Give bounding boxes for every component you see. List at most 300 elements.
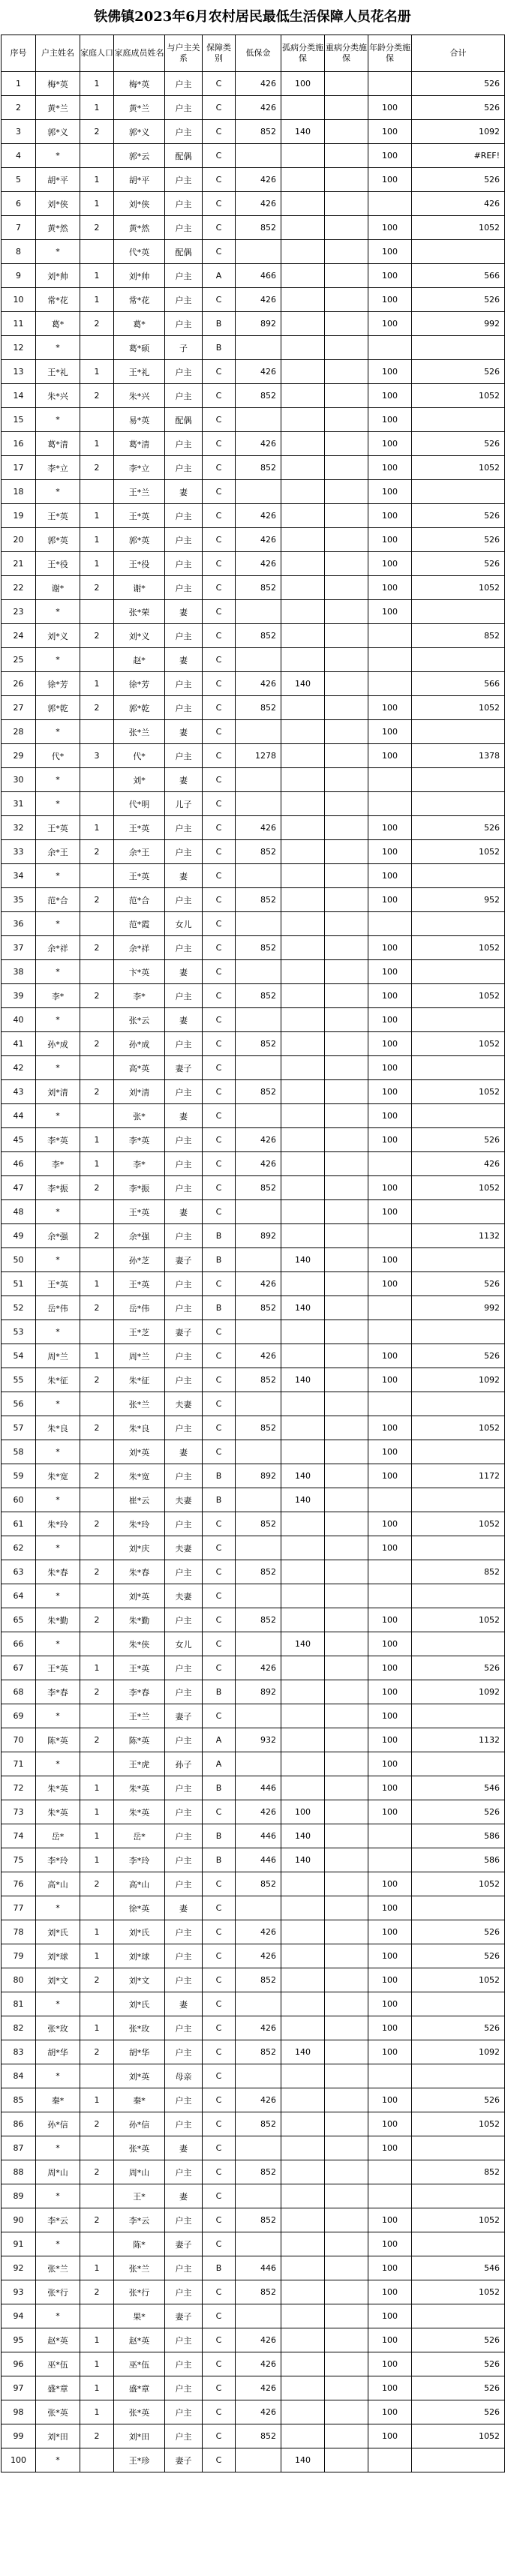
household-size-cell: 1 — [80, 1800, 114, 1824]
total-cell: 952 — [412, 888, 505, 912]
category-cell: C — [203, 1440, 236, 1464]
relation-cell: 妻 — [165, 720, 203, 744]
member-name-cell: 葛*硕 — [114, 336, 165, 360]
serious-illness-aid-cell — [325, 1152, 368, 1176]
age-aid-cell — [368, 1392, 412, 1416]
serious-illness-aid-cell — [325, 2400, 368, 2424]
household-size-cell: 1 — [80, 2400, 114, 2424]
index-cell: 20 — [2, 528, 36, 552]
member-name-cell: 余*强 — [114, 1224, 165, 1248]
member-name-cell: 易*英 — [114, 408, 165, 432]
serious-illness-aid-cell — [325, 2088, 368, 2112]
household-size-cell — [80, 2184, 114, 2208]
table-row — [2, 1728, 505, 1752]
serious-illness-aid-cell — [325, 2208, 368, 2232]
relation-cell: 妻 — [165, 648, 203, 672]
category-cell: C — [203, 2232, 236, 2256]
total-cell — [412, 912, 505, 936]
serious-illness-aid-cell — [325, 2160, 368, 2184]
index-cell: 57 — [2, 1416, 36, 1440]
total-cell — [412, 2136, 505, 2160]
allowance-cell: 426 — [236, 504, 281, 528]
orphan-sick-aid-cell — [281, 2232, 325, 2256]
household-size-cell: 1 — [80, 96, 114, 120]
age-aid-cell: 100 — [368, 1872, 412, 1896]
category-cell: B — [203, 1224, 236, 1248]
serious-illness-aid-cell — [325, 2328, 368, 2352]
header-member-name: 家庭成员姓名 — [114, 35, 165, 72]
household-head-cell: 张*玫 — [36, 2016, 80, 2040]
total-cell: 526 — [412, 504, 505, 528]
index-cell: 74 — [2, 1824, 36, 1848]
allowance-cell — [236, 144, 281, 168]
household-size-cell: 2 — [80, 1224, 114, 1248]
orphan-sick-aid-cell — [281, 1512, 325, 1536]
category-cell: C — [203, 96, 236, 120]
allowance-cell — [236, 1248, 281, 1272]
allowance-cell: 426 — [236, 552, 281, 576]
index-cell: 94 — [2, 2304, 36, 2328]
age-aid-cell: 100 — [368, 1368, 412, 1392]
allowance-cell: 852 — [236, 120, 281, 144]
orphan-sick-aid-cell — [281, 144, 325, 168]
allowance-cell: 426 — [236, 96, 281, 120]
header-total: 合计 — [412, 35, 505, 72]
total-cell: 1052 — [412, 2280, 505, 2304]
total-cell: 526 — [412, 2088, 505, 2112]
member-name-cell: 刘*清 — [114, 1080, 165, 1104]
allowance-cell: 852 — [236, 1032, 281, 1056]
category-cell: C — [203, 1272, 236, 1296]
relation-cell: 妻 — [165, 1200, 203, 1224]
household-size-cell — [80, 1992, 114, 2016]
relation-cell: 户主 — [165, 2424, 203, 2448]
household-size-cell: 2 — [80, 1968, 114, 1992]
category-cell: C — [203, 768, 236, 792]
table-row — [2, 432, 505, 456]
total-cell: 1092 — [412, 1368, 505, 1392]
table-row — [2, 456, 505, 480]
member-name-cell: 岳*伟 — [114, 1296, 165, 1320]
household-head-cell: * — [36, 240, 80, 264]
household-head-cell: 岳*伟 — [36, 1296, 80, 1320]
category-cell: C — [203, 1176, 236, 1200]
household-size-cell: 2 — [80, 888, 114, 912]
serious-illness-aid-cell — [325, 480, 368, 504]
table-row — [2, 144, 505, 168]
allowance-cell — [236, 792, 281, 816]
relation-cell: 户主 — [165, 2352, 203, 2376]
allowance-cell: 852 — [236, 1368, 281, 1392]
index-cell: 41 — [2, 1032, 36, 1056]
total-cell: 1052 — [412, 1968, 505, 1992]
orphan-sick-aid-cell — [281, 2184, 325, 2208]
table-row — [2, 1176, 505, 1200]
orphan-sick-aid-cell — [281, 1320, 325, 1344]
household-head-cell: 黄*兰 — [36, 96, 80, 120]
household-size-cell: 1 — [80, 2328, 114, 2352]
category-cell: B — [203, 336, 236, 360]
member-name-cell: 卞*英 — [114, 960, 165, 984]
allowance-cell: 426 — [236, 1272, 281, 1296]
relation-cell: 户主 — [165, 2088, 203, 2112]
household-size-cell — [80, 1008, 114, 1032]
age-aid-cell: 100 — [368, 864, 412, 888]
table-row — [2, 2280, 505, 2304]
serious-illness-aid-cell — [325, 984, 368, 1008]
age-aid-cell: 100 — [368, 432, 412, 456]
category-cell: B — [203, 2256, 236, 2280]
member-name-cell: 代*明 — [114, 792, 165, 816]
age-aid-cell: 100 — [368, 384, 412, 408]
member-name-cell: 王*兰 — [114, 1704, 165, 1728]
table-row — [2, 552, 505, 576]
serious-illness-aid-cell — [325, 1896, 368, 1920]
index-cell: 46 — [2, 1152, 36, 1176]
household-size-cell: 1 — [80, 504, 114, 528]
total-cell — [412, 2184, 505, 2208]
category-cell: C — [203, 2088, 236, 2112]
relation-cell: 户主 — [165, 360, 203, 384]
total-cell: 526 — [412, 552, 505, 576]
allowance-cell: 892 — [236, 1224, 281, 1248]
member-name-cell: 朱*良 — [114, 1416, 165, 1440]
total-cell — [412, 1056, 505, 1080]
household-size-cell — [80, 1320, 114, 1344]
relation-cell: 妻子 — [165, 2232, 203, 2256]
household-head-cell: * — [36, 144, 80, 168]
category-cell: C — [203, 456, 236, 480]
age-aid-cell — [368, 1560, 412, 1584]
index-cell: 79 — [2, 1944, 36, 1968]
member-name-cell: 张*荣 — [114, 600, 165, 624]
category-cell: C — [203, 1992, 236, 2016]
member-name-cell: 张*英 — [114, 2400, 165, 2424]
serious-illness-aid-cell — [325, 144, 368, 168]
total-cell: 526 — [412, 1128, 505, 1152]
total-cell: 566 — [412, 264, 505, 288]
household-head-cell: 李* — [36, 984, 80, 1008]
allowance-cell — [236, 480, 281, 504]
category-cell: C — [203, 2424, 236, 2448]
relation-cell: 户主 — [165, 1032, 203, 1056]
total-cell — [412, 408, 505, 432]
member-name-cell: 李* — [114, 984, 165, 1008]
category-cell: C — [203, 648, 236, 672]
index-cell: 40 — [2, 1008, 36, 1032]
table-row — [2, 1008, 505, 1032]
household-head-cell: 梅*英 — [36, 72, 80, 96]
header-household-size: 家庭人口 — [80, 35, 114, 72]
household-size-cell — [80, 2232, 114, 2256]
total-cell: 526 — [412, 288, 505, 312]
category-cell: B — [203, 1824, 236, 1848]
total-cell: 1052 — [412, 2112, 505, 2136]
age-aid-cell — [368, 336, 412, 360]
total-cell: 1172 — [412, 1464, 505, 1488]
household-head-cell: 周*兰 — [36, 1344, 80, 1368]
household-head-cell: 郭*英 — [36, 528, 80, 552]
total-cell: 1052 — [412, 1032, 505, 1056]
relation-cell: 户主 — [165, 2400, 203, 2424]
index-cell: 75 — [2, 1848, 36, 1872]
serious-illness-aid-cell — [325, 1656, 368, 1680]
household-size-cell: 2 — [80, 1032, 114, 1056]
orphan-sick-aid-cell — [281, 312, 325, 336]
member-name-cell: 刘*氏 — [114, 1920, 165, 1944]
table-row — [2, 2352, 505, 2376]
serious-illness-aid-cell — [325, 720, 368, 744]
household-head-cell: 朱*玲 — [36, 1512, 80, 1536]
category-cell: C — [203, 1560, 236, 1584]
household-size-cell: 1 — [80, 72, 114, 96]
index-cell: 83 — [2, 2040, 36, 2064]
allowance-cell — [236, 1392, 281, 1416]
age-aid-cell: 100 — [368, 480, 412, 504]
household-head-cell: 朱*宽 — [36, 1464, 80, 1488]
serious-illness-aid-cell — [325, 1824, 368, 1848]
total-cell — [412, 1440, 505, 1464]
serious-illness-aid-cell — [325, 1488, 368, 1512]
allowance-cell — [236, 960, 281, 984]
serious-illness-aid-cell — [325, 672, 368, 696]
table-row — [2, 120, 505, 144]
header-age-aid: 年龄分类施保 — [368, 35, 412, 72]
relation-cell: 户主 — [165, 1944, 203, 1968]
household-head-cell: 常*花 — [36, 288, 80, 312]
category-cell: C — [203, 720, 236, 744]
table-row — [2, 768, 505, 792]
household-head-cell: * — [36, 648, 80, 672]
table-row — [2, 96, 505, 120]
table-row — [2, 1776, 505, 1800]
household-size-cell: 2 — [80, 456, 114, 480]
relation-cell: 户主 — [165, 2160, 203, 2184]
household-head-cell: 余*祥 — [36, 936, 80, 960]
total-cell: 1052 — [412, 216, 505, 240]
page-title: 铁佛镇2023年6月农村居民最低生活保障人员花名册 — [94, 9, 411, 25]
category-cell: C — [203, 2352, 236, 2376]
orphan-sick-aid-cell — [281, 1272, 325, 1296]
table-row — [2, 2112, 505, 2136]
serious-illness-aid-cell — [325, 1560, 368, 1584]
allowance-cell: 852 — [236, 2040, 281, 2064]
household-size-cell: 1 — [80, 672, 114, 696]
allowance-cell: 852 — [236, 1416, 281, 1440]
orphan-sick-aid-cell: 140 — [281, 1464, 325, 1488]
allowance-cell — [236, 864, 281, 888]
total-cell: 1052 — [412, 384, 505, 408]
orphan-sick-aid-cell — [281, 1200, 325, 1224]
age-aid-cell: 100 — [368, 1944, 412, 1968]
table-row — [2, 2448, 505, 2472]
allowance-cell — [236, 2064, 281, 2088]
member-name-cell: 徐*芳 — [114, 672, 165, 696]
header-allowance: 低保金 — [236, 35, 281, 72]
household-head-cell: * — [36, 1584, 80, 1608]
header-relation: 与户主关系 — [165, 35, 203, 72]
category-cell: C — [203, 2448, 236, 2472]
age-aid-cell: 100 — [368, 1608, 412, 1632]
total-cell: #REF! — [412, 144, 505, 168]
category-cell: C — [203, 384, 236, 408]
serious-illness-aid-cell — [325, 1344, 368, 1368]
category-cell: C — [203, 240, 236, 264]
orphan-sick-aid-cell — [281, 1392, 325, 1416]
category-cell: C — [203, 576, 236, 600]
table-row — [2, 600, 505, 624]
index-cell: 88 — [2, 2160, 36, 2184]
age-aid-cell: 100 — [368, 1272, 412, 1296]
member-name-cell: 范*霞 — [114, 912, 165, 936]
household-size-cell: 1 — [80, 1656, 114, 1680]
index-cell: 65 — [2, 1608, 36, 1632]
member-name-cell: 王*英 — [114, 1200, 165, 1224]
member-name-cell: 张*英 — [114, 2136, 165, 2160]
total-cell — [412, 1992, 505, 2016]
index-cell: 32 — [2, 816, 36, 840]
total-cell: 526 — [412, 72, 505, 96]
table-row — [2, 864, 505, 888]
index-cell: 61 — [2, 1512, 36, 1536]
orphan-sick-aid-cell — [281, 2424, 325, 2448]
household-size-cell: 1 — [80, 1152, 114, 1176]
allowance-cell: 426 — [236, 72, 281, 96]
household-head-cell: * — [36, 1632, 80, 1656]
household-head-cell: 秦* — [36, 2088, 80, 2112]
allowance-cell — [236, 720, 281, 744]
table-row — [2, 1824, 505, 1848]
serious-illness-aid-cell — [325, 240, 368, 264]
household-size-cell — [80, 1248, 114, 1272]
household-size-cell: 2 — [80, 1560, 114, 1584]
allowance-cell: 426 — [236, 2016, 281, 2040]
category-cell: A — [203, 1728, 236, 1752]
allowance-cell: 426 — [236, 1344, 281, 1368]
allowance-cell: 426 — [236, 192, 281, 216]
age-aid-cell: 100 — [368, 2232, 412, 2256]
household-size-cell: 1 — [80, 168, 114, 192]
household-size-cell: 2 — [80, 1728, 114, 1752]
household-head-cell: 王*礼 — [36, 360, 80, 384]
category-cell: C — [203, 1656, 236, 1680]
orphan-sick-aid-cell — [281, 1104, 325, 1128]
category-cell: C — [203, 168, 236, 192]
household-head-cell: * — [36, 1104, 80, 1128]
household-size-cell: 2 — [80, 2112, 114, 2136]
household-size-cell: 2 — [80, 1680, 114, 1704]
orphan-sick-aid-cell — [281, 600, 325, 624]
total-cell — [412, 1752, 505, 1776]
category-cell: B — [203, 1680, 236, 1704]
category-cell: C — [203, 792, 236, 816]
member-name-cell: 赵* — [114, 648, 165, 672]
orphan-sick-aid-cell — [281, 696, 325, 720]
table-row — [2, 528, 505, 552]
member-name-cell: 李*春 — [114, 1680, 165, 1704]
household-size-cell: 2 — [80, 2424, 114, 2448]
table-row — [2, 1032, 505, 1056]
allowance-cell: 852 — [236, 456, 281, 480]
member-name-cell: 王*英 — [114, 864, 165, 888]
table-row — [2, 360, 505, 384]
serious-illness-aid-cell — [325, 1992, 368, 2016]
category-cell: C — [203, 672, 236, 696]
total-cell — [412, 768, 505, 792]
relation-cell: 妻 — [165, 960, 203, 984]
household-size-cell — [80, 960, 114, 984]
serious-illness-aid-cell — [325, 1392, 368, 1416]
allowance-cell: 852 — [236, 576, 281, 600]
index-cell: 82 — [2, 2016, 36, 2040]
total-cell: 1052 — [412, 576, 505, 600]
age-aid-cell: 100 — [368, 2088, 412, 2112]
member-name-cell: 李*振 — [114, 1176, 165, 1200]
table-row — [2, 288, 505, 312]
index-cell: 77 — [2, 1896, 36, 1920]
category-cell: C — [203, 1008, 236, 1032]
age-aid-cell: 100 — [368, 1776, 412, 1800]
serious-illness-aid-cell — [325, 96, 368, 120]
relation-cell: 户主 — [165, 1176, 203, 1200]
relation-cell: 妻 — [165, 2136, 203, 2160]
member-name-cell: 张*玫 — [114, 2016, 165, 2040]
household-size-cell: 2 — [80, 1296, 114, 1320]
household-size-cell: 1 — [80, 432, 114, 456]
serious-illness-aid-cell — [325, 168, 368, 192]
total-cell: 526 — [412, 528, 505, 552]
index-cell: 25 — [2, 648, 36, 672]
table-row — [2, 720, 505, 744]
serious-illness-aid-cell — [325, 624, 368, 648]
table-row — [2, 1464, 505, 1488]
household-head-cell: * — [36, 336, 80, 360]
serious-illness-aid-cell — [325, 72, 368, 96]
household-head-cell: * — [36, 1752, 80, 1776]
orphan-sick-aid-cell — [281, 2400, 325, 2424]
serious-illness-aid-cell — [325, 2016, 368, 2040]
household-size-cell: 2 — [80, 384, 114, 408]
household-size-cell: 1 — [80, 2352, 114, 2376]
allowance-cell: 426 — [236, 1920, 281, 1944]
index-cell: 86 — [2, 2112, 36, 2136]
member-name-cell: 刘* — [114, 768, 165, 792]
category-cell: B — [203, 1848, 236, 1872]
total-cell: 526 — [412, 1272, 505, 1296]
allowance-cell — [236, 648, 281, 672]
household-size-cell — [80, 768, 114, 792]
index-cell: 87 — [2, 2136, 36, 2160]
serious-illness-aid-cell — [325, 552, 368, 576]
allowance-cell — [236, 2304, 281, 2328]
age-aid-cell: 100 — [368, 576, 412, 600]
table-row — [2, 216, 505, 240]
relation-cell: 户主 — [165, 1872, 203, 1896]
member-name-cell: 刘*氏 — [114, 1992, 165, 2016]
index-cell: 95 — [2, 2328, 36, 2352]
relation-cell: 户主 — [165, 1416, 203, 1440]
serious-illness-aid-cell — [325, 456, 368, 480]
category-cell: C — [203, 744, 236, 768]
index-cell: 30 — [2, 768, 36, 792]
member-name-cell: 刘*帅 — [114, 264, 165, 288]
serious-illness-aid-cell — [325, 1104, 368, 1128]
household-head-cell: * — [36, 792, 80, 816]
orphan-sick-aid-cell — [281, 2256, 325, 2280]
household-head-cell: 葛* — [36, 312, 80, 336]
serious-illness-aid-cell — [325, 264, 368, 288]
serious-illness-aid-cell — [325, 1584, 368, 1608]
